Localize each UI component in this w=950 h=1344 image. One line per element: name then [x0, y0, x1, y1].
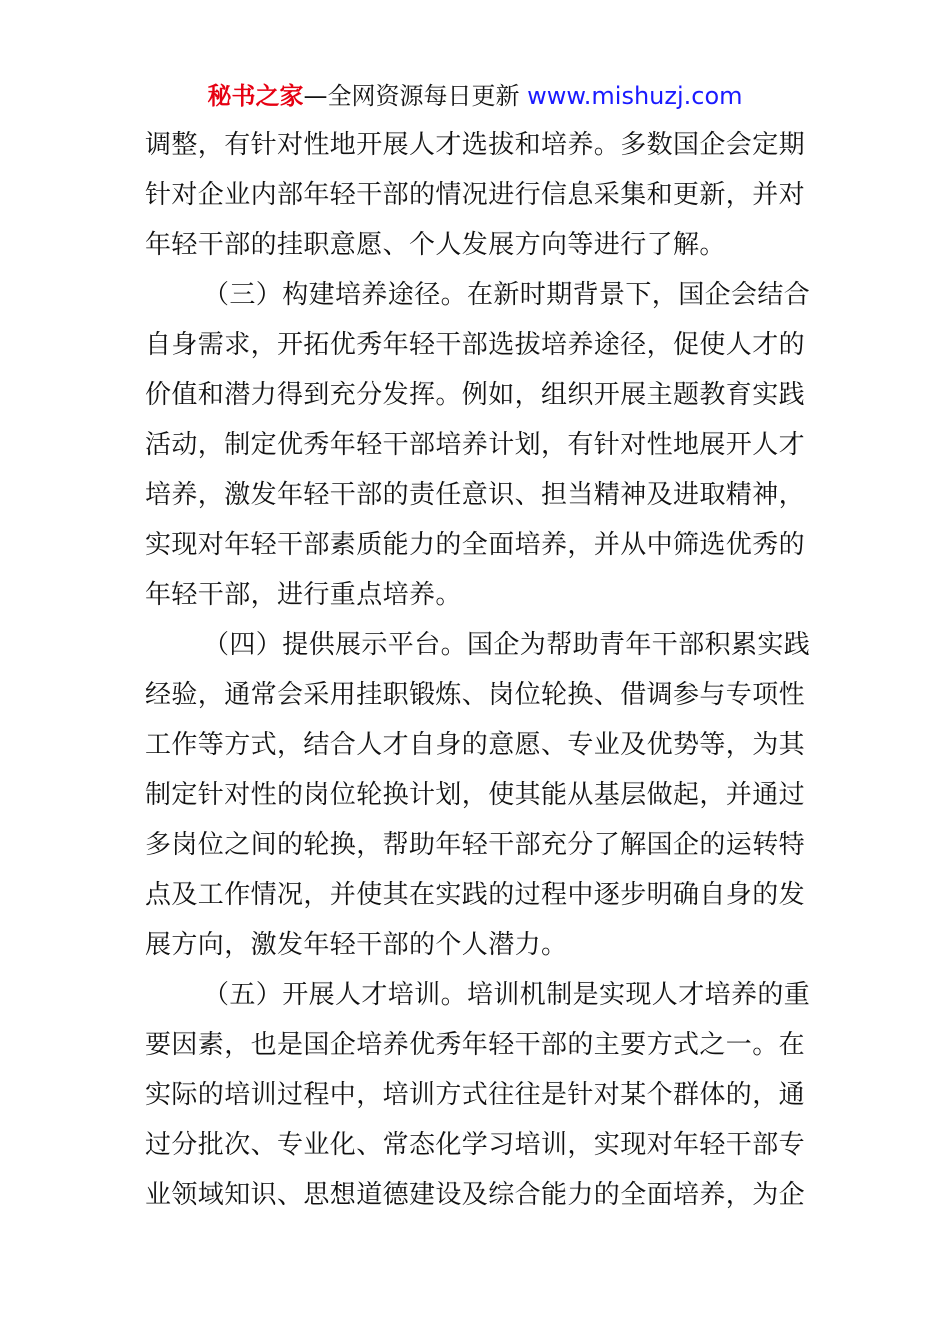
text-line: 调整，有针对性地开展人才选拔和培养。多数国企会定期: [145, 130, 806, 160]
text-line: 要因素，也是国企培养优秀年轻干部的主要方式之一。在: [145, 1030, 806, 1060]
text-line: 展方向，激发年轻干部的个人潜力。: [145, 930, 568, 960]
text-line: 业领域知识、思想道德建设及综合能力的全面培养，为企: [145, 1180, 806, 1210]
site-url-link[interactable]: www.mishuzj.com: [527, 82, 743, 110]
text-line: 点及工作情况，并使其在实践的过程中逐步明确自身的发: [145, 880, 806, 910]
text-line: 年轻干部的挂职意愿、个人发展方向等进行了解。: [145, 230, 726, 260]
text-line: 制定针对性的岗位轮换计划，使其能从基层做起，并通过: [145, 780, 806, 810]
text-line: 自身需求，开拓优秀年轻干部选拔培养途径，促使人才的: [145, 330, 806, 360]
brand-name: 秘书之家: [207, 82, 304, 110]
text-line: 实现对年轻干部素质能力的全面培养，并从中筛选优秀的: [145, 530, 806, 560]
document-body: [145, 120, 810, 1220]
text-line: 活动，制定优秀年轻干部培养计划，有针对性地展开人才: [145, 430, 806, 460]
text-line: 实际的培训过程中，培训方式往往是针对某个群体的，通: [145, 1080, 806, 1110]
text-line: 针对企业内部年轻干部的情况进行信息采集和更新，并对: [145, 180, 806, 210]
text-line: 多岗位之间的轮换，帮助年轻干部充分了解国企的运转特: [145, 830, 806, 860]
section-heading-line: （四）提供展示平台。国企为帮助青年干部积累实践: [203, 630, 810, 660]
header-tagline: —全网资源每日更新: [303, 82, 520, 110]
text-line: 年轻干部，进行重点培养。: [145, 580, 462, 610]
text-line: 过分批次、专业化、常态化学习培训，实现对年轻干部专: [145, 1130, 806, 1160]
section-heading-line: （五）开展人才培训。培训机制是实现人才培养的重: [203, 980, 810, 1010]
section-heading-line: （三）构建培养途径。在新时期背景下，国企会结合: [203, 280, 810, 310]
text-line: 价值和潜力得到充分发挥。例如，组织开展主题教育实践: [145, 380, 806, 410]
text-line: 经验，通常会采用挂职锻炼、岗位轮换、借调参与专项性: [145, 680, 806, 710]
text-line: 培养，激发年轻干部的责任意识、担当精神及进取精神，: [145, 480, 806, 510]
site-header: [0, 80, 950, 112]
text-line: 工作等方式，结合人才自身的意愿、专业及优势等，为其: [145, 730, 806, 760]
